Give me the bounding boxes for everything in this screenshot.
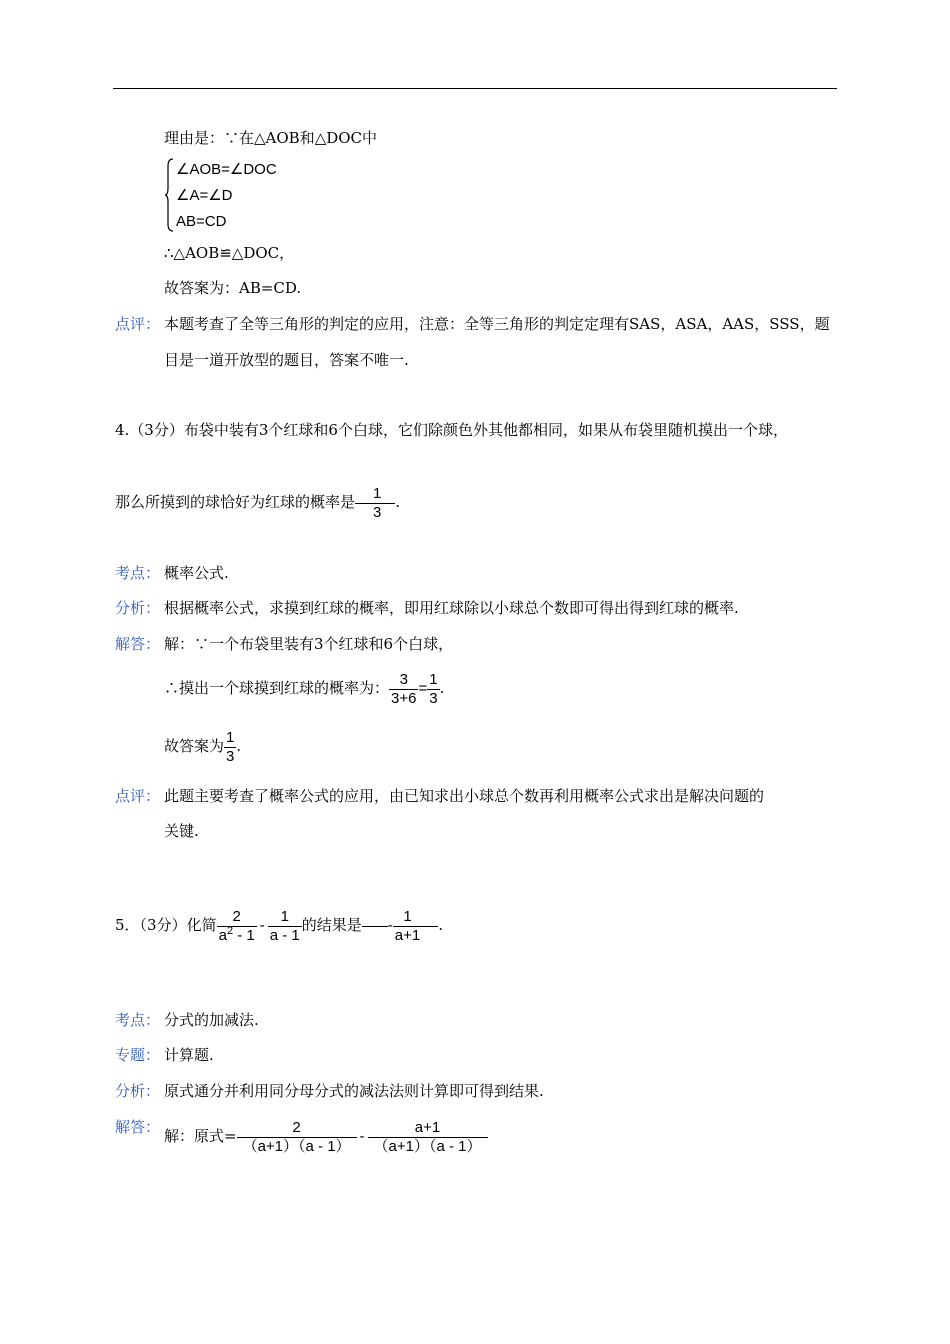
jieda-line-4a: 解：∵一个布袋里装有3个红球和6个白球， bbox=[164, 635, 454, 653]
answer-line: 故答案为：AB=CD. bbox=[164, 279, 302, 297]
q4-line-1: 4.（3分）布袋中装有3个红球和6个白球，它们除颜色外其他都相同，如果从布袋里随机摸出一个球， bbox=[115, 421, 788, 439]
therefore-line: ∴△AOB≌△DOC， bbox=[164, 244, 295, 262]
jieda-4c-period: . bbox=[236, 737, 242, 755]
solution-minus: - bbox=[359, 1128, 365, 1145]
header-rule bbox=[113, 88, 837, 89]
fenxi-text-5: 原式通分并利用同分母分式的减法法则计算即可得到结果. bbox=[164, 1082, 544, 1100]
answer-fraction-4 bbox=[224, 729, 236, 766]
solution-fraction-2 bbox=[368, 1119, 488, 1156]
q5-answer-sign: - bbox=[387, 917, 393, 934]
q5-prefix: 5．（3分）化简 bbox=[115, 916, 217, 934]
jieda-4b-period: . bbox=[439, 679, 445, 697]
q4-blank-left bbox=[355, 503, 371, 504]
jieda-label-5: 解答： bbox=[115, 1118, 161, 1136]
q4-prefix: 那么所摸到的球恰好为红球的概率是 bbox=[115, 493, 356, 511]
q4-answer-fraction bbox=[371, 485, 383, 522]
prob-fraction-1-num: 3 bbox=[399, 670, 408, 688]
solution-fraction-1-num: 2 bbox=[292, 1118, 301, 1136]
q5-fraction-2 bbox=[268, 908, 302, 945]
jieda-4c-prefix: 故答案为 bbox=[164, 737, 225, 755]
q5-minus: - bbox=[259, 917, 265, 934]
q5-fraction-2-num: 1 bbox=[280, 907, 289, 925]
q5-line bbox=[115, 903, 443, 948]
q5-suffix: . bbox=[438, 916, 444, 934]
answer-fraction-4-den: 3 bbox=[226, 747, 235, 765]
jieda-line-4c bbox=[164, 724, 241, 768]
prob-fraction-1 bbox=[389, 671, 418, 708]
zhuanti-label-5: 专题： bbox=[115, 1046, 161, 1064]
solution-fraction-1-den: （a+1）（a - 1） bbox=[237, 1137, 357, 1156]
dianping-text-4a: 此题主要考查了概率公式的应用，由已知求出小球总个数再利用概率公式求出是解决问题的 bbox=[164, 787, 765, 805]
q5-fraction-1 bbox=[217, 908, 257, 945]
q5-answer-fraction bbox=[393, 908, 422, 945]
jieda-label-4: 解答： bbox=[115, 635, 161, 653]
q5-blank-right bbox=[422, 926, 438, 927]
system-line-3: AB=CD bbox=[176, 213, 227, 230]
q4-blank-right bbox=[383, 503, 395, 504]
q5-f1-den-rest: - 1 bbox=[237, 926, 255, 944]
solution-fraction-1 bbox=[237, 1119, 357, 1156]
q5-middle: 的结果是 bbox=[301, 916, 362, 934]
q4-answer-num: 1 bbox=[373, 484, 382, 502]
system-brace bbox=[164, 158, 174, 232]
prob-fraction-1-den: 3+6 bbox=[391, 689, 417, 707]
system-line-1: ∠AOB=∠DOC bbox=[176, 161, 277, 178]
dianping-label-4: 点评： bbox=[115, 787, 161, 805]
jieda-line-4b bbox=[164, 666, 444, 711]
solution-fraction-2-num: a+1 bbox=[414, 1118, 441, 1136]
kaodian-text-5: 分式的加减法. bbox=[164, 1011, 259, 1029]
q5-f1-den-base: a bbox=[218, 926, 227, 944]
q5-answer-num: 1 bbox=[403, 907, 412, 925]
prob-fraction-2 bbox=[427, 671, 439, 708]
dianping-text-1a: 本题考查了全等三角形的判定的应用，注意：全等三角形的判定定理有SAS，ASA，AAS，SSS，题 bbox=[164, 315, 830, 333]
q4-line-2 bbox=[115, 480, 400, 524]
fenxi-text-4: 根据概率公式，求摸到红球的概率，即用红球除以小球总个数即可得出得到红球的概率. bbox=[164, 599, 739, 617]
q5-fraction-1-den bbox=[217, 926, 257, 945]
answer-fraction-4-num: 1 bbox=[226, 728, 235, 746]
jieda-line-5 bbox=[164, 1114, 488, 1159]
fenxi-label-4: 分析： bbox=[115, 599, 161, 617]
kaodian-text-4: 概率公式. bbox=[164, 564, 229, 582]
kaodian-label-4: 考点： bbox=[115, 564, 161, 582]
jieda-5-prefix: 解：原式= bbox=[164, 1127, 237, 1145]
q5-fraction-2-den: a - 1 bbox=[269, 926, 300, 944]
q4-suffix: . bbox=[395, 493, 401, 511]
equals-sign: = bbox=[418, 680, 428, 697]
q5-fraction-1-num: 2 bbox=[232, 907, 241, 925]
dianping-text-1b: 目是一道开放型的题目，答案不唯一. bbox=[164, 351, 409, 369]
jieda-4b-prefix: ∴摸出一个球摸到红球的概率为： bbox=[164, 679, 390, 697]
dianping-text-4b: 关键. bbox=[164, 822, 199, 840]
q4-answer-den: 3 bbox=[373, 503, 382, 521]
dianping-label-1: 点评： bbox=[115, 315, 161, 333]
prob-fraction-2-num: 1 bbox=[429, 670, 438, 688]
prob-fraction-2-den: 3 bbox=[429, 689, 438, 707]
reason-line: 理由是：∵在△AOB和△DOC中 bbox=[164, 129, 378, 147]
q5-f1-den-exp: 2 bbox=[226, 924, 234, 937]
fenxi-label-5: 分析： bbox=[115, 1082, 161, 1100]
solution-fraction-2-den: （a+1）（a - 1） bbox=[368, 1137, 488, 1156]
q5-blank-left bbox=[362, 926, 388, 927]
kaodian-label-5: 考点： bbox=[115, 1011, 161, 1029]
q5-answer-den: a+1 bbox=[394, 926, 421, 944]
zhuanti-text-5: 计算题. bbox=[164, 1046, 214, 1064]
system-line-2: ∠A=∠D bbox=[176, 187, 233, 204]
